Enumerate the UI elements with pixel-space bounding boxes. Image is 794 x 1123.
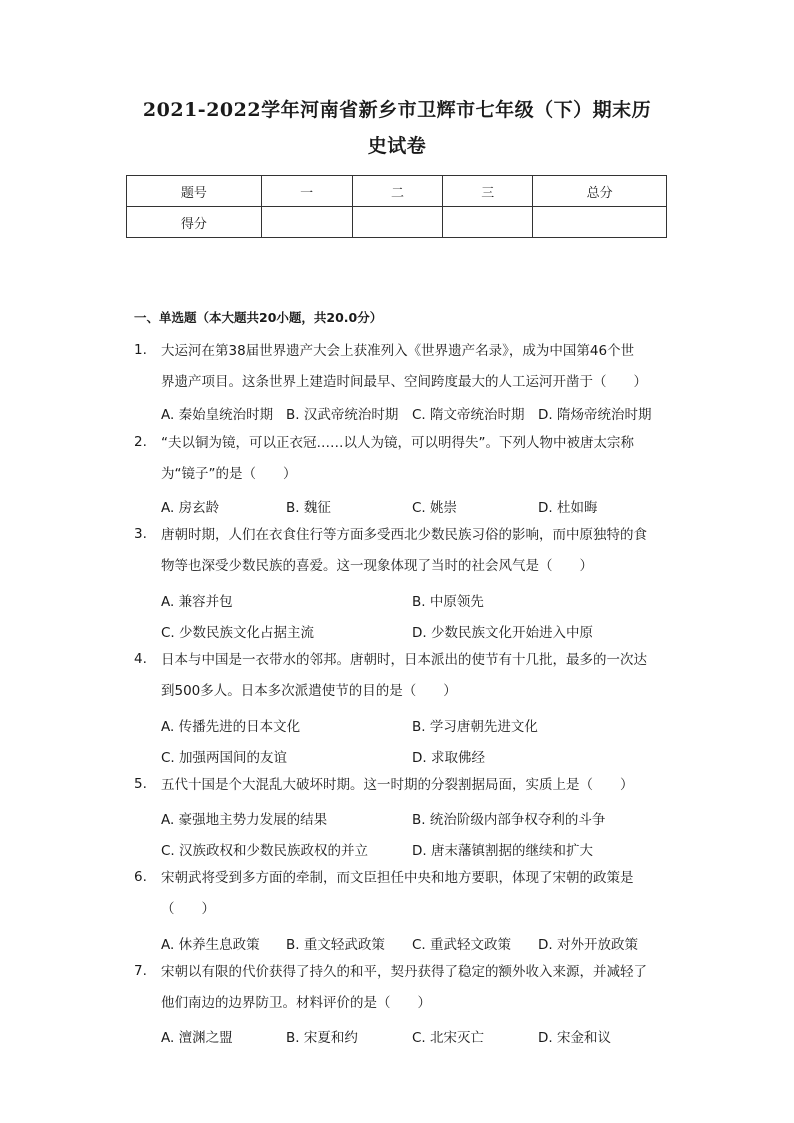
question-stem xyxy=(161,336,661,398)
document-title xyxy=(100,92,694,164)
option-c: C. 隋文帝统治时期 xyxy=(412,407,525,423)
score-table-score-row xyxy=(127,207,667,238)
option-b: B. 中原领先 xyxy=(412,594,484,610)
option-b: B. 魏征 xyxy=(286,500,331,516)
option-c: C. 重武轻文政策 xyxy=(412,937,512,953)
score-header-cell: 总分 xyxy=(533,176,667,207)
stem-line: 大运河在第38届世界遗产大会上获准列入《世界遗产名录》，成为中国第46个世 xyxy=(161,343,635,359)
stem-line: （ ） xyxy=(161,901,215,917)
option-d: D. 宋金和议 xyxy=(538,1030,611,1046)
option-d: D. 求取佛经 xyxy=(412,750,485,766)
stem-line: 为“镜子”的是（ ） xyxy=(161,466,297,482)
option-c: C. 北宋灭亡 xyxy=(412,1030,485,1046)
score-table-header-row xyxy=(127,176,667,207)
stem-line: 物等也深受少数民族的喜爱。这一现象体现了当时的社会风气是（ ） xyxy=(161,558,593,574)
question-stem xyxy=(161,770,661,801)
score-header-cell: 一 xyxy=(261,176,352,207)
score-cell xyxy=(443,207,533,238)
score-cell xyxy=(261,207,352,238)
option-b: B. 汉武帝统治时期 xyxy=(286,407,399,423)
stem-line: 界遗产项目。这条世界上建造时间最早、空间跨度最大的人工运河开凿于（ ） xyxy=(161,374,647,390)
question-stem xyxy=(161,957,661,1019)
option-d: D. 对外开放政策 xyxy=(538,937,638,953)
stem-line: 到500多人。日本多次派遣使节的目的是（ ） xyxy=(161,683,457,699)
score-header-cell: 三 xyxy=(443,176,533,207)
stem-line: 宋朝以有限的代价获得了持久的和平，契丹获得了稳定的额外收入来源，并减轻了 xyxy=(161,964,647,980)
option-c: C. 加强两国间的友谊 xyxy=(161,750,288,766)
question-number: 6. xyxy=(134,869,147,885)
stem-line: 他们南边的边界防卫。材料评价的是（ ） xyxy=(161,995,431,1011)
question-number: 3. xyxy=(134,526,147,542)
stem-line: 五代十国是个大混乱大破坏时期。这一时期的分裂割据局面，实质上是（ ） xyxy=(161,777,634,793)
option-c: C. 汉族政权和少数民族政权的并立 xyxy=(161,843,369,859)
option-d: D. 杜如晦 xyxy=(538,500,598,516)
score-header-cell: 二 xyxy=(352,176,443,207)
option-d: D. 唐末藩镇割据的继续和扩大 xyxy=(412,843,593,859)
question-number: 4. xyxy=(134,651,147,667)
option-b: B. 统治阶级内部争权夺利的斗争 xyxy=(412,812,606,828)
option-b: B. 宋夏和约 xyxy=(286,1030,358,1046)
option-d: D. 少数民族文化开始进入中原 xyxy=(412,625,593,641)
option-b: B. 重文轻武政策 xyxy=(286,937,385,953)
question-number: 2. xyxy=(134,434,147,450)
option-d: D. 隋炀帝统治时期 xyxy=(538,407,652,423)
section-heading: 一、单选题（本大题共20小题，共20.0分） xyxy=(134,310,383,325)
option-a: A. 豪强地主势力发展的结果 xyxy=(161,812,328,828)
option-a: A. 澶渊之盟 xyxy=(161,1030,233,1046)
option-c: C. 姚崇 xyxy=(412,500,458,516)
score-table xyxy=(126,175,667,238)
score-row-label: 得分 xyxy=(127,207,262,238)
question-stem xyxy=(161,863,661,925)
option-a: A. 兼容并包 xyxy=(161,594,233,610)
question-stem xyxy=(161,428,661,490)
stem-line: 宋朝武将受到多方面的牵制，而文臣担任中央和地方要职，体现了宋朝的政策是 xyxy=(161,870,634,886)
question-stem xyxy=(161,645,661,707)
option-c: C. 少数民族文化占据主流 xyxy=(161,625,315,641)
stem-line: 日本与中国是一衣带水的邻邦。唐朝时，日本派出的使节有十几批，最多的一次达 xyxy=(161,652,647,668)
title-line-1: 2021-2022学年河南省新乡市卫辉市七年级（下）期末历 xyxy=(142,99,652,121)
stem-line: 唐朝时期，人们在衣食住行等方面多受西北少数民族习俗的影响，而中原独特的食 xyxy=(161,527,647,543)
score-cell xyxy=(533,207,667,238)
score-header-cell: 题号 xyxy=(127,176,262,207)
title-line-2: 史试卷 xyxy=(367,135,427,157)
question-number: 1. xyxy=(134,342,147,358)
option-a: A. 房玄龄 xyxy=(161,500,220,516)
question-number: 7. xyxy=(134,963,147,979)
option-a: A. 休养生息政策 xyxy=(161,937,260,953)
stem-line: “夫以铜为镜，可以正衣冠……以人为镜，可以明得失”。下列人物中被唐太宗称 xyxy=(161,435,634,451)
option-a: A. 秦始皇统治时期 xyxy=(161,407,274,423)
question-stem xyxy=(161,520,661,582)
score-cell xyxy=(352,207,443,238)
question-number: 5. xyxy=(134,776,147,792)
option-b: B. 学习唐朝先进文化 xyxy=(412,719,538,735)
option-a: A. 传播先进的日本文化 xyxy=(161,719,301,735)
